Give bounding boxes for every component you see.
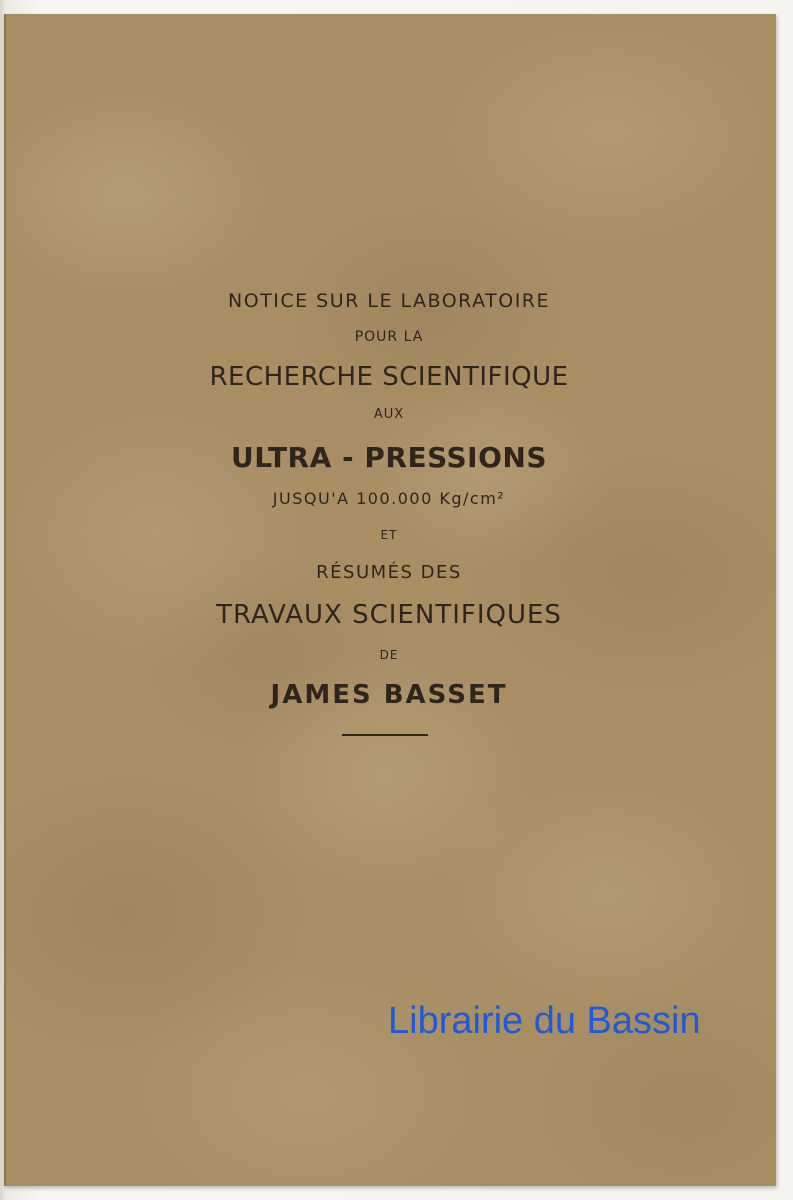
author-name: JAMES BASSET <box>270 680 508 710</box>
title-line-recherche: RECHERCHE SCIENTIFIQUE <box>209 362 569 392</box>
title-line-et: ET <box>380 528 398 542</box>
title-line-resumes: RÉSUMÉS DES <box>316 562 462 583</box>
title-line-aux: AUX <box>373 407 405 422</box>
title-line-ultra-pressions: ULTRA - PRESSIONS <box>231 441 547 474</box>
title-line-pour-la: POUR LA <box>354 329 424 345</box>
title-line-notice: NOTICE SUR LE LABORATOIRE <box>227 290 551 312</box>
watermark-text: Librairie du Bassin <box>388 1000 701 1042</box>
title-line-travaux: TRAVAUX SCIENTIFIQUES <box>216 600 562 630</box>
title-line-jusqua: JUSQU'A 100.000 Kg/cm² <box>272 489 506 508</box>
title-line-de: DE <box>379 648 399 662</box>
title-rule-divider <box>342 734 428 736</box>
cover-title-block <box>4 0 774 1172</box>
